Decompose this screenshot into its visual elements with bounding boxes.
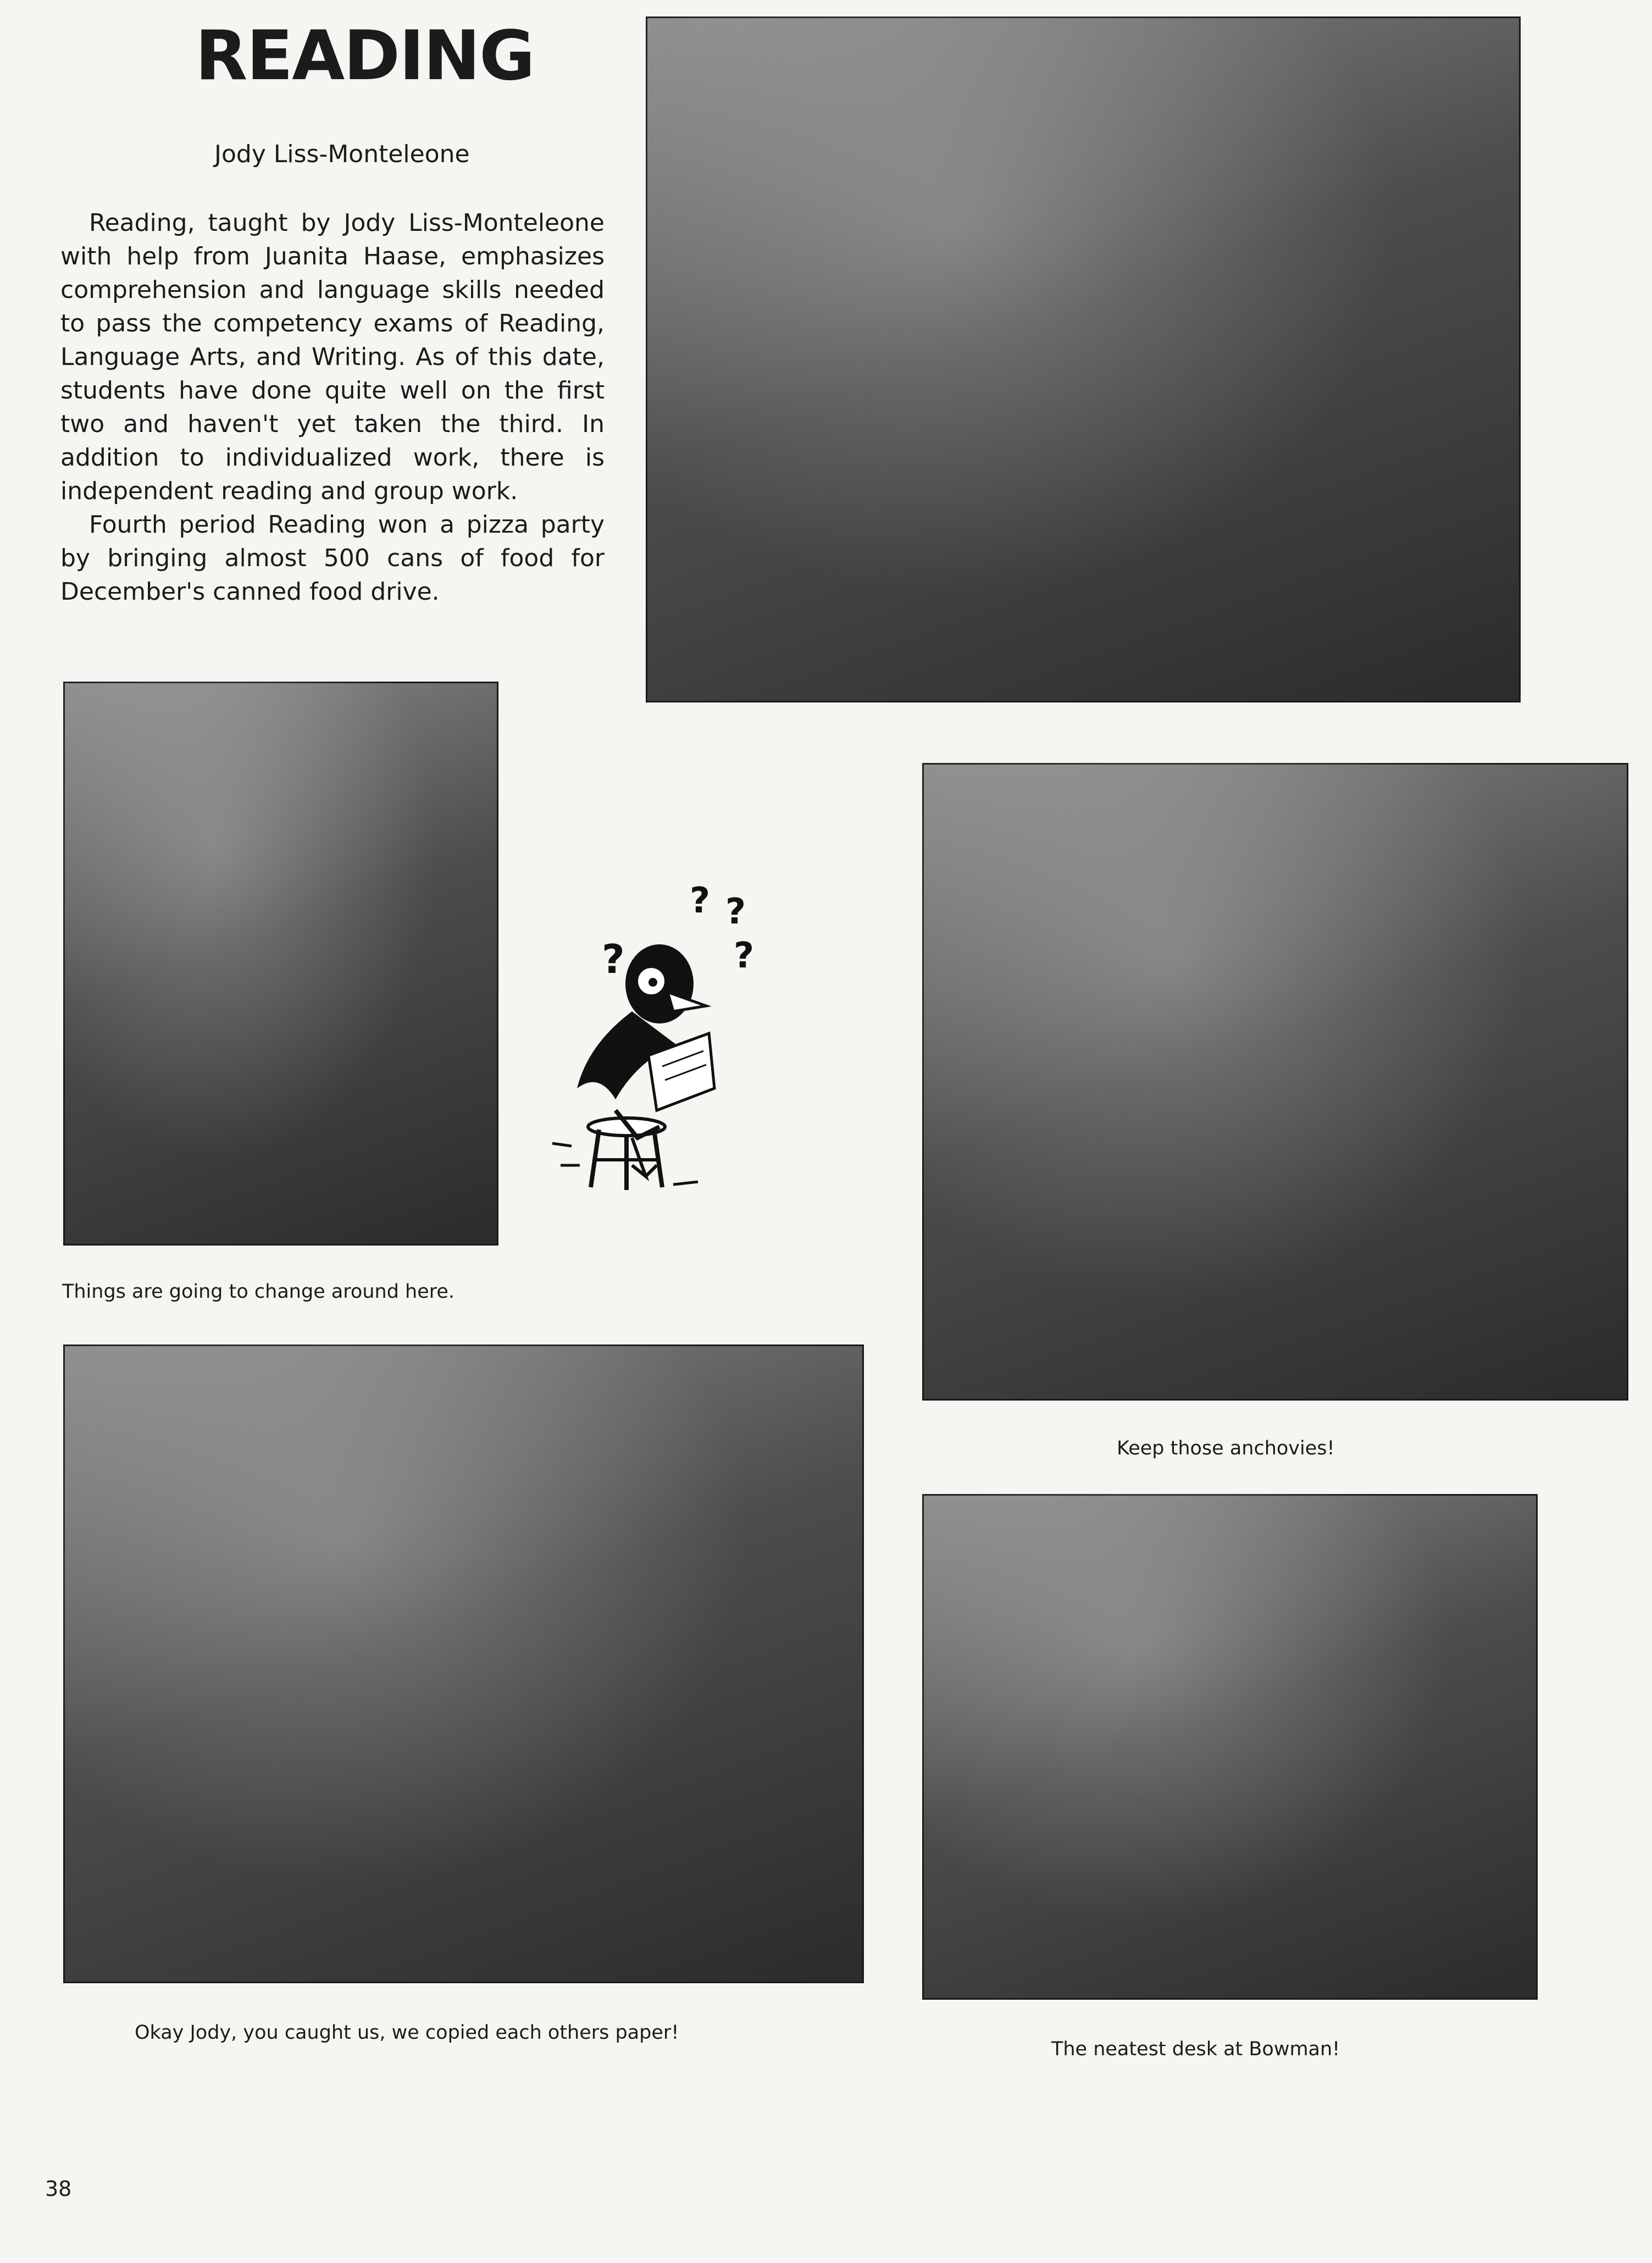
question-mark: ? [690,881,711,921]
page-number: 38 [45,2177,72,2201]
article-paragraph: Fourth period Reading won a pizza party by bringing almost 500 cans of food for December's canned food drive. [60,511,605,606]
caption-classroom: Keep those anchovies! [1117,1437,1335,1459]
caption-neatest-desk: The neatest desk at Bowman! [1051,2038,1340,2060]
cartoon-reading-bird-icon [550,879,755,1209]
page-title: READING [195,16,534,96]
article-body [60,206,605,608]
photo-neatest-desk [922,1494,1538,2000]
photo-class-group [646,16,1521,702]
photo-classroom [922,763,1628,1401]
photo-band-uniform [63,682,498,1246]
byline: Jody Liss-Monteleone [214,140,470,168]
question-mark: ? [734,936,755,976]
question-mark: ? [602,936,625,982]
question-mark: ? [725,892,746,932]
article-paragraph: Reading, taught by Jody Liss-Monteleone with help from Juanita Haase, emphasizes comprehension and language skills needed to pass the competency exams of Reading, Language Arts, and Writing. As of this date, students have done quite well on the first two and haven't yet taken the third. In addition to individualized work, there is independent reading and group work. [60,209,605,505]
caption-band-uniform: Things are going to change around here. [62,1281,455,1303]
caption-copied-paper: Okay Jody, you caught us, we copied each others paper! [135,2022,679,2044]
photo-copied-paper [63,1344,864,1983]
